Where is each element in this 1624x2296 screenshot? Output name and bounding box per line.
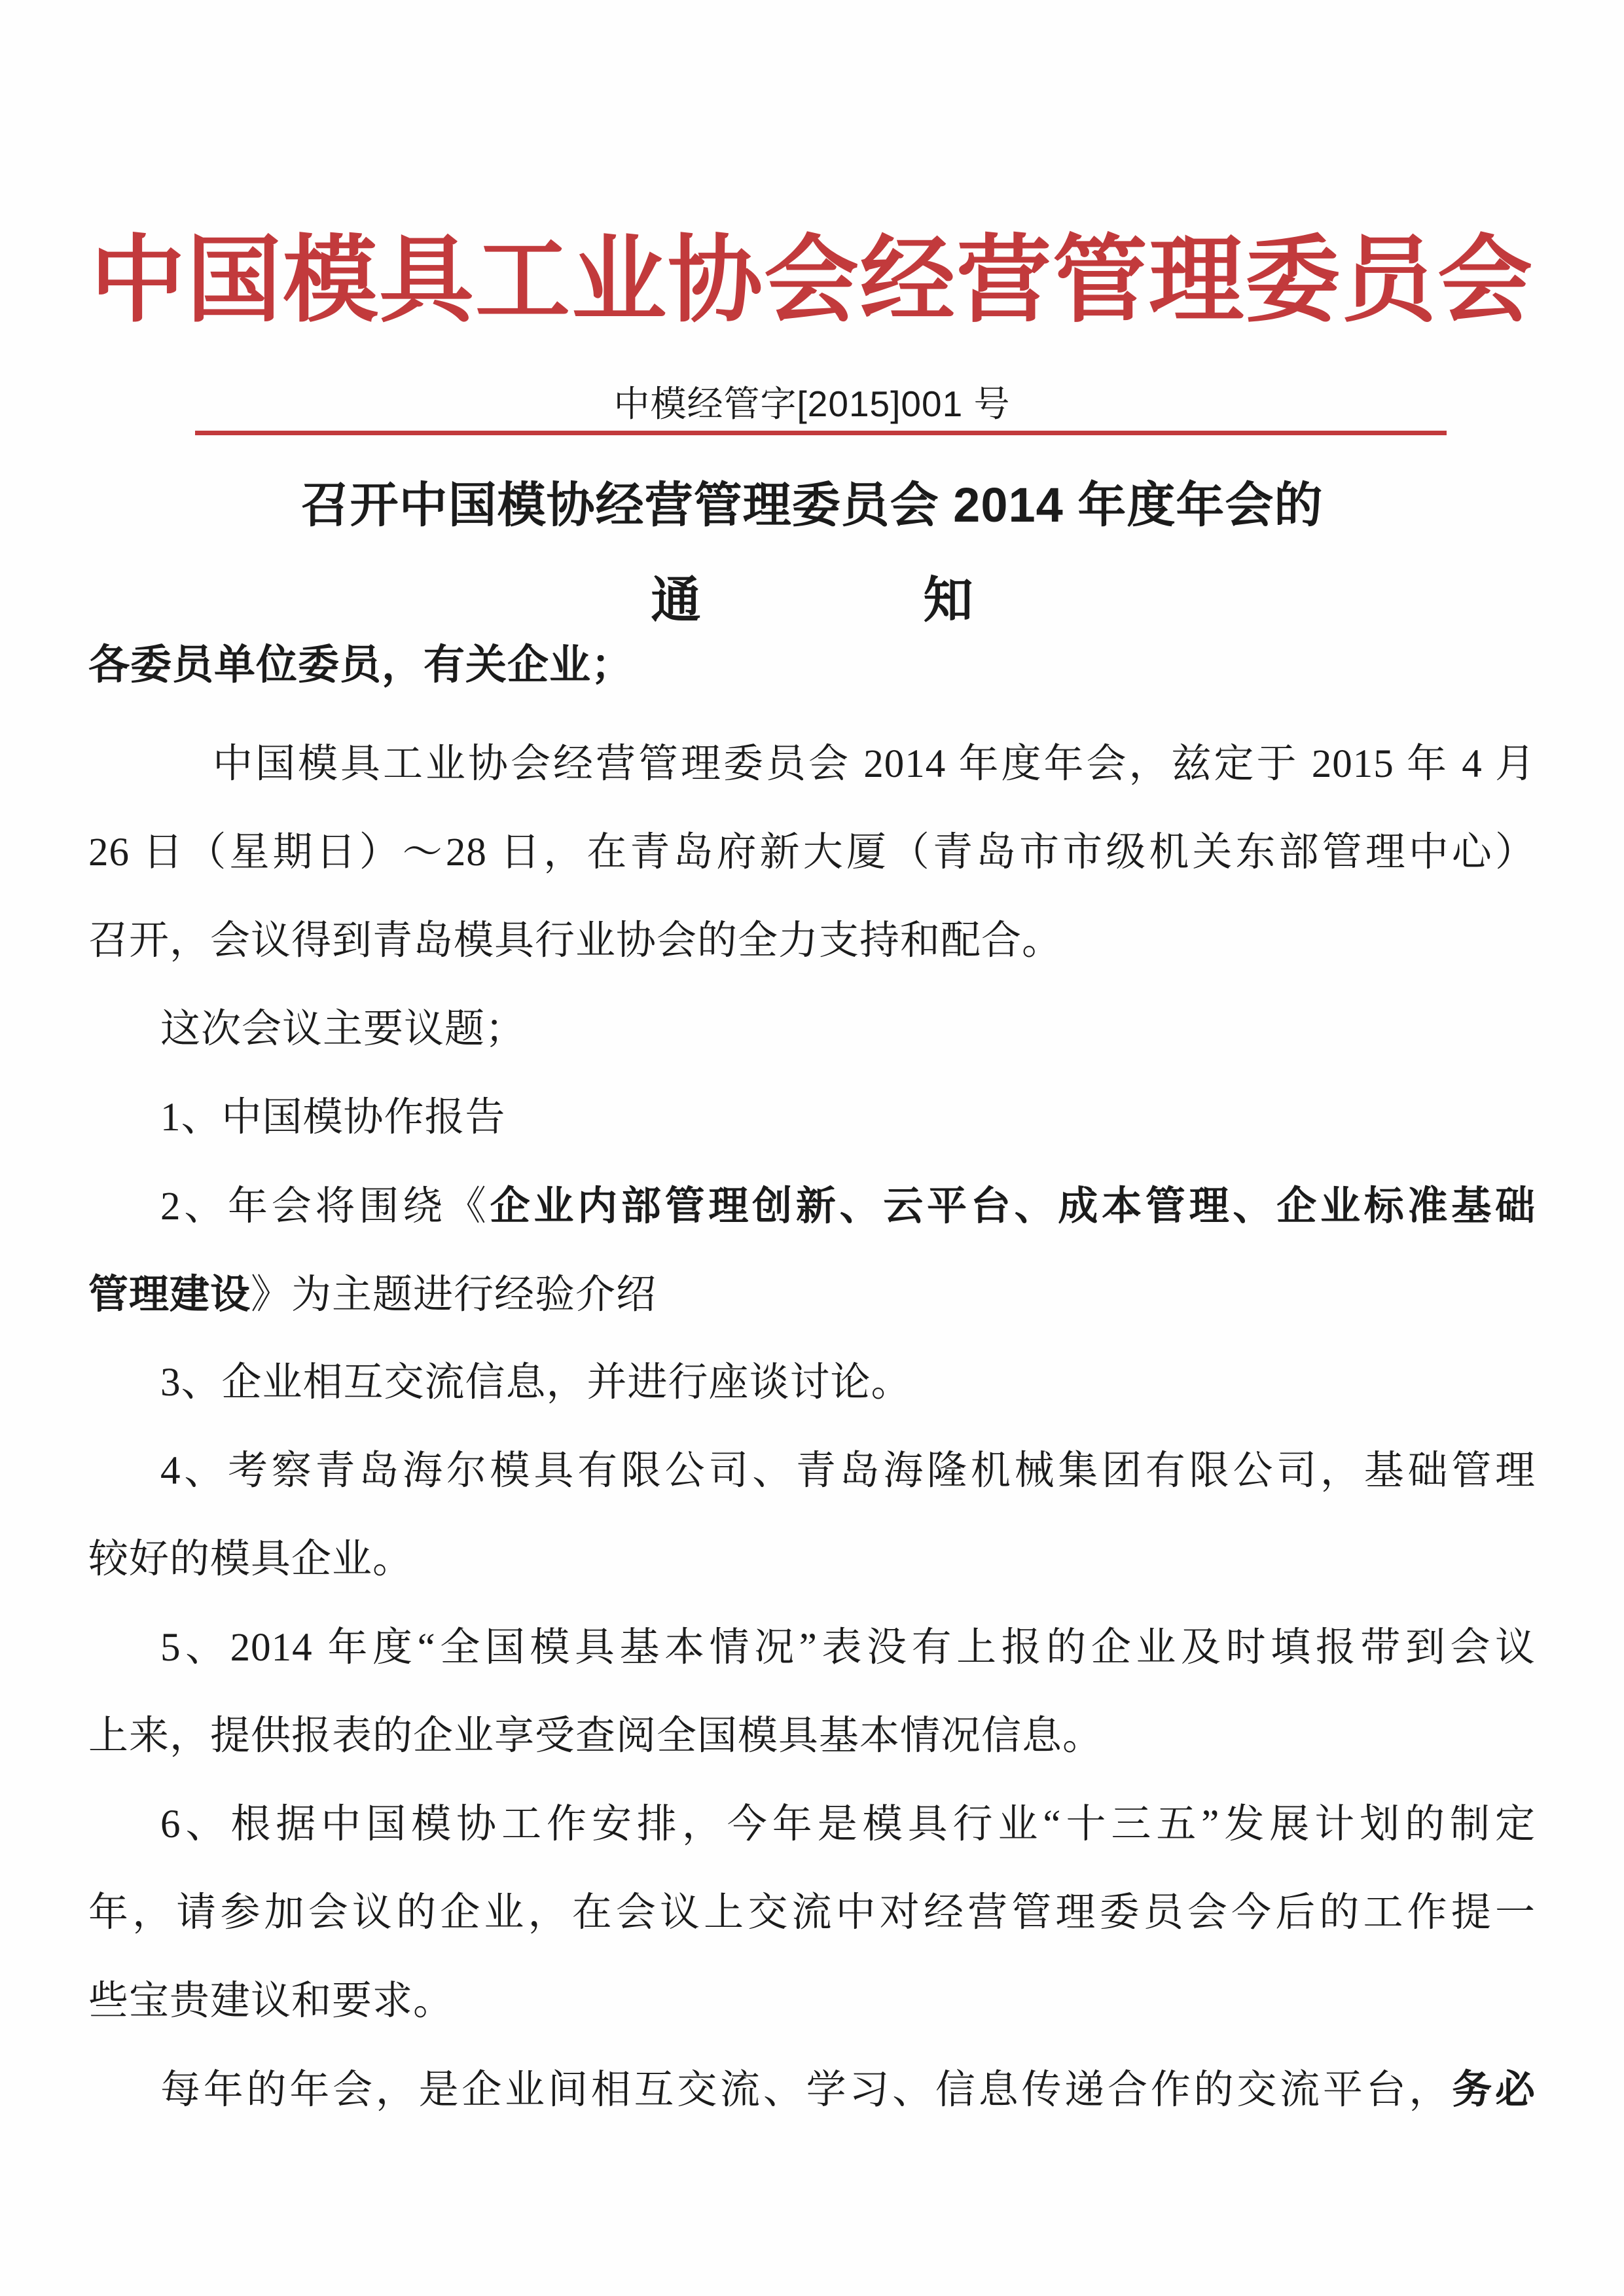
notice-body	[88, 720, 1536, 2134]
body-line	[88, 1780, 1536, 1869]
notice-title-char-left: 通	[651, 573, 701, 628]
body-text: 5、2014 年度“全国模具基本情况”表没有上报的企业及时填报带到会议	[160, 1626, 1536, 1670]
body-line	[88, 1250, 1536, 1338]
doc-number: 中模经管字[2015]001 号	[613, 384, 1011, 424]
body-line	[88, 1604, 1536, 1692]
body-text: 》为主题进行经验介绍	[251, 1273, 657, 1317]
body-line	[88, 2045, 1536, 2134]
body-line	[88, 1338, 1536, 1427]
body-text: 些宝贵建议和要求。	[88, 1979, 454, 2023]
body-line	[88, 1692, 1536, 1780]
body-text: 3、企业相互交流信息，并进行座谈讨论。	[160, 1361, 912, 1405]
notice-title-char-right: 知	[923, 573, 973, 628]
emphasis-text: 务必	[1452, 2067, 1536, 2111]
notice-title-line1: 召开中国模协经营管理委员会 2014 年度年会的	[300, 478, 1324, 532]
body-text: 每年的年会，是企业间相互交流、学习、信息传递合作的交流平台，	[160, 2068, 1453, 2112]
body-text: 较好的模具企业。	[88, 1537, 414, 1581]
salutation: 各委员单位委员，有关企业；	[88, 642, 633, 688]
body-text: 年，请参加会议的企业，在会议上交流中对经营管理委员会今后的工作提一	[88, 1891, 1536, 1935]
body-line	[88, 808, 1536, 897]
letterhead-org-title: 中国模具工业协会经营管理委员会	[90, 229, 1534, 334]
body-text: 这次会议主要议题；	[160, 1007, 526, 1051]
emphasis-text: 企业内部管理创新、云平台、成本管理、企业标准基础	[490, 1183, 1536, 1228]
body-text: 6、根据中国模协工作安排，今年是模具行业“十三五”发展计划的制定	[160, 1803, 1536, 1846]
body-line	[88, 1162, 1536, 1250]
body-text: 上来，提供报表的企业享受查阅全国模具基本情况信息。	[88, 1714, 1104, 1758]
emphasis-text: 管理建设	[88, 1272, 251, 1316]
body-line	[88, 1515, 1536, 1604]
body-line	[88, 1957, 1536, 2045]
body-text: 1、中国模协作报告	[160, 1096, 506, 1139]
body-line	[88, 1073, 1536, 1162]
body-line	[88, 985, 1536, 1073]
letterhead-divider-rule	[195, 431, 1447, 435]
body-line	[88, 1427, 1536, 1515]
body-line	[88, 1869, 1536, 1957]
body-text: 2、年会将围绕《	[160, 1185, 490, 1229]
body-text: 4、考察青岛海尔模具有限公司、青岛海隆机械集团有限公司，基础管理	[160, 1449, 1536, 1493]
body-line	[88, 897, 1536, 985]
body-text: 中国模具工业协会经营管理委员会 2014 年度年会，兹定于 2015 年 4 月	[213, 742, 1536, 786]
notice-title-line2	[0, 568, 1624, 634]
body-text: 召开，会议得到青岛模具行业协会的全力支持和配合。	[88, 919, 1063, 963]
body-line	[88, 720, 1536, 808]
body-text: 26 日（星期日）～28 日，在青岛府新大厦（青岛市市级机关东部管理中心）	[88, 831, 1536, 874]
